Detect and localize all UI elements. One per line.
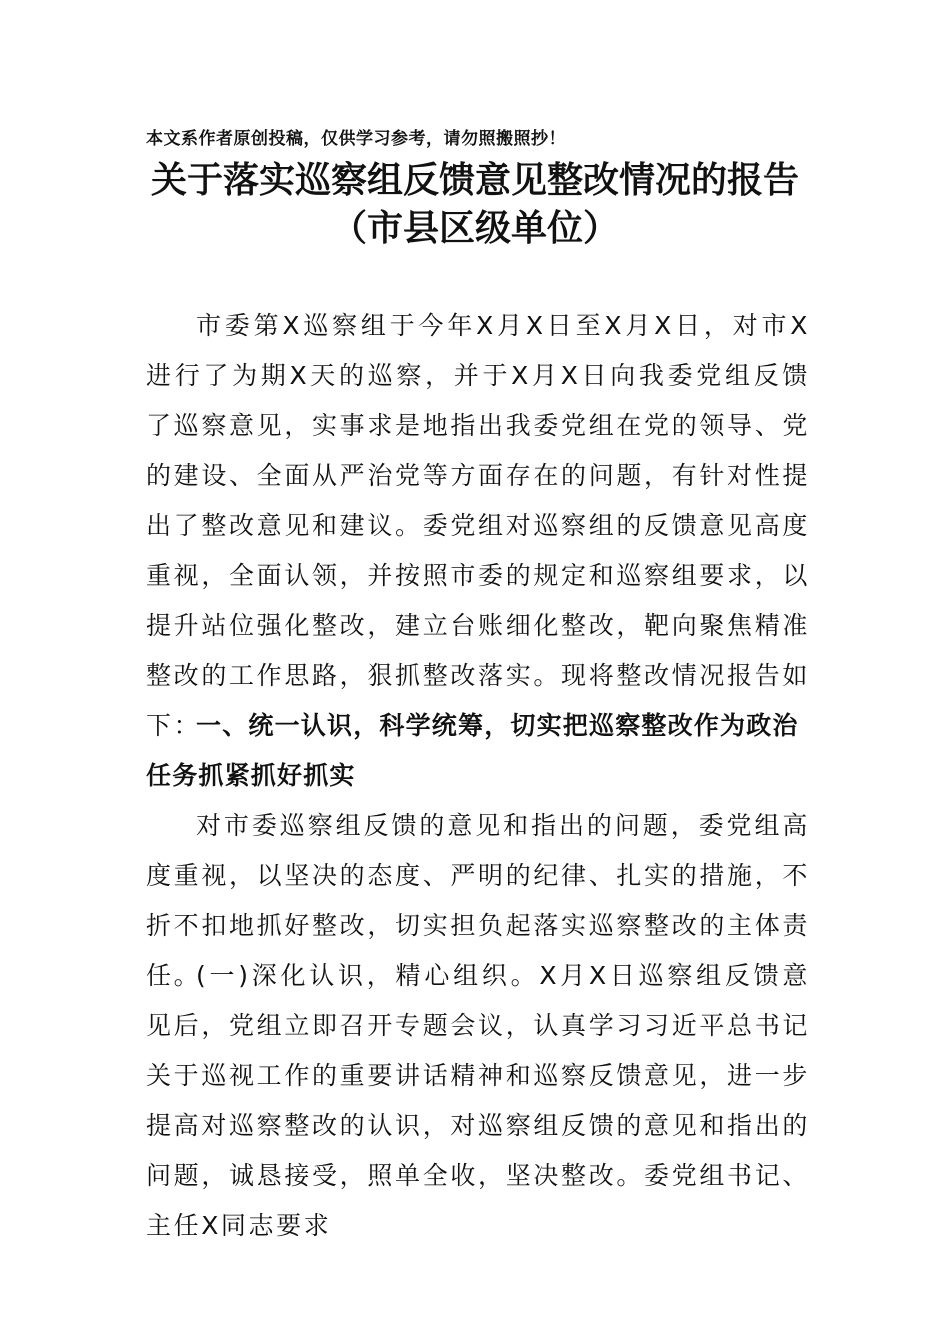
subsection-paragraph: (一)深化认识，精心组织。X月X日巡察组反馈意见后，党组立即召开专题会议，认真学习习近平总书记关于巡视工作的重要讲话精神和巡察反馈意见，进一步提高对巡察整改的认识，对巡察组反馈的意见和指出的问题，诚恳接受，照单全收，坚决整改。委党组书记、主任X同志要求	[146, 961, 810, 1240]
document-title: 关于落实巡察组反馈意见整改情况的报告	[150, 159, 799, 201]
copyright-notice: 本文系作者原创投稿，仅供学习参考，请勿照搬照抄！	[146, 129, 566, 149]
section-paragraph: 对市委巡察组反馈的意见和指出的问题，委党组高度重视，以坚决的态度、严明的纪律、扎实的措施，不折不扣地抓好整改，切实担负起落实巡察整改的主体责任。	[146, 811, 810, 990]
intro-paragraph: 市委第X巡察组于今年X月X日至X月X日，对市X进行了为期X天的巡察，并于X月X日向我委党组反馈了巡察意见，实事求是地指出我委党组在党的领导、党的建设、全面从严治党等方面存在的问题，有针对性提出了整改意见和建议。委党组对巡察组的反馈意见高度重视，全面认领，并按照市委的规定和巡察组要求，以提升站位强化整改，建立台账细化整改，靶向聚焦精准整改的工作思路，狠抓整改落实。现将整改情况报告如下：	[146, 311, 810, 740]
document-subtitle: （市县区级单位）	[330, 207, 619, 249]
section-heading: 一、统一认识，科学统筹，切实把巡察整改作为政治任务抓紧抓好抓实	[146, 711, 799, 790]
